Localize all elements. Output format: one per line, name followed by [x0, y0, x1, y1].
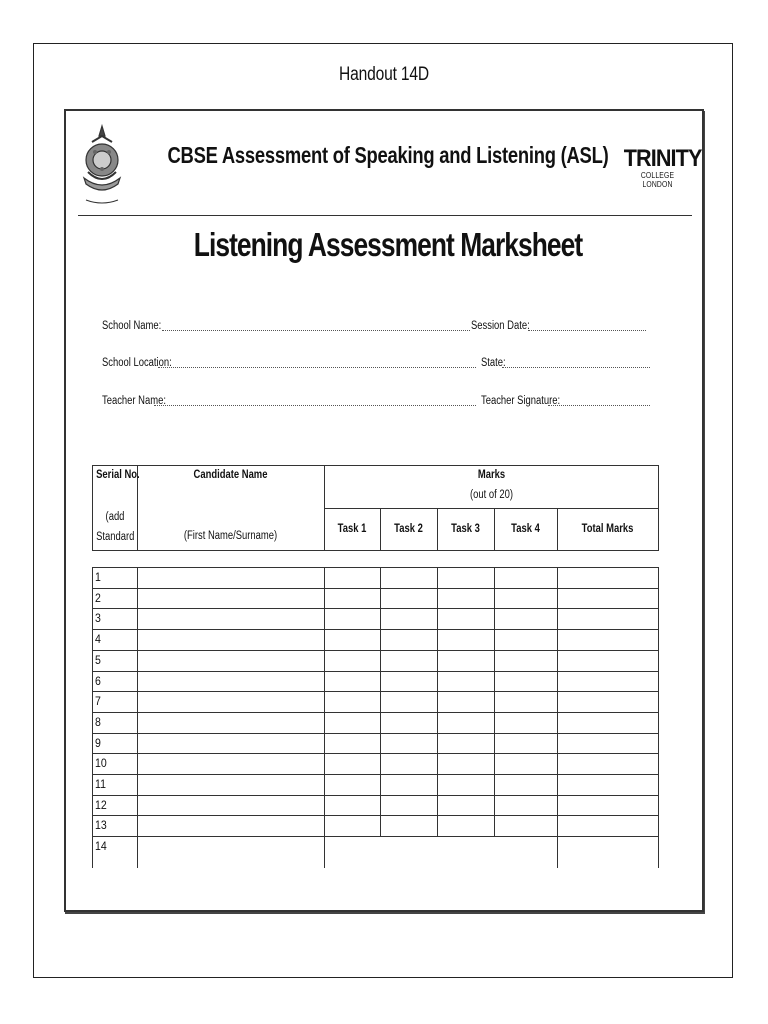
- table-row[interactable]: [92, 712, 658, 733]
- table-row[interactable]: [92, 629, 658, 650]
- serial-number: 2: [95, 590, 101, 605]
- table-rule: [380, 508, 381, 551]
- table-row[interactable]: [92, 815, 658, 836]
- serial-number: 13: [95, 818, 107, 833]
- serial-number: 3: [95, 611, 101, 626]
- candidate-name-subheader: (First Name/Surname): [183, 530, 278, 542]
- table-rule: [658, 567, 659, 868]
- serial-number: 1: [95, 570, 101, 584]
- trinity-logo-text: TRINITY: [623, 145, 702, 172]
- task2-header: Task 2: [394, 523, 423, 535]
- school-name-label: School Name:: [102, 320, 162, 332]
- table-rule: [92, 550, 659, 551]
- teacher-signature-field[interactable]: [548, 396, 650, 406]
- table-row[interactable]: [92, 608, 658, 629]
- state-label: State:: [481, 357, 506, 369]
- table-row[interactable]: [92, 671, 658, 692]
- marks-subheader: (out of 20): [470, 489, 513, 501]
- table-row[interactable]: [92, 795, 658, 816]
- candidate-name-header: Candidate Name: [193, 469, 268, 481]
- session-date-label: Session Date:: [471, 320, 530, 332]
- task4-header: Task 4: [511, 523, 540, 535]
- serial-number: 12: [95, 797, 107, 812]
- trinity-subtitle: COLLEGE LONDON: [640, 171, 675, 189]
- table-rule: [557, 508, 558, 551]
- table-rule: [324, 508, 659, 509]
- header-divider: [78, 215, 692, 216]
- serial-number: 14: [95, 839, 107, 854]
- serial-number: 5: [95, 652, 101, 667]
- serial-no-subheader: Standard: [96, 531, 135, 543]
- marks-header: Marks: [477, 469, 506, 481]
- table-row[interactable]: [92, 650, 658, 671]
- table-row[interactable]: [92, 691, 658, 712]
- table-row[interactable]: [92, 588, 658, 609]
- handout-title: Handout 14D: [338, 64, 430, 85]
- table-row[interactable]: [92, 774, 658, 795]
- table-row[interactable]: [92, 733, 658, 754]
- task1-header: Task 1: [337, 523, 367, 535]
- serial-no-header: Serial No.: [96, 469, 140, 481]
- serial-number: 10: [95, 756, 107, 771]
- task3-header: Task 3: [451, 523, 480, 535]
- serial-number: 8: [95, 714, 101, 729]
- table-rule: [92, 465, 93, 551]
- serial-number: 11: [95, 777, 106, 791]
- sheet-title: Listening Assessment Marksheet: [193, 226, 583, 263]
- school-name-field[interactable]: [162, 321, 470, 331]
- header-title: CBSE Assessment of Speaking and Listening (ASL): [167, 142, 609, 168]
- teacher-signature-label: Teacher Signature:: [481, 395, 561, 407]
- table-rule: [324, 465, 325, 551]
- serial-number: 7: [95, 694, 101, 709]
- total-marks-header: Total Marks: [581, 523, 634, 535]
- table-rule: [92, 465, 659, 466]
- table-rule: [658, 465, 659, 551]
- table-rule: [437, 508, 438, 551]
- trinity-logo: [620, 145, 702, 189]
- serial-number: 4: [95, 632, 101, 647]
- teacher-name-field[interactable]: [154, 396, 476, 406]
- table-rule: [494, 508, 495, 551]
- table-row[interactable]: [92, 753, 658, 774]
- serial-number: 9: [95, 735, 101, 750]
- serial-no-subheader: (add: [105, 511, 125, 523]
- table-row[interactable]: [92, 836, 658, 857]
- school-location-label: School Location:: [102, 357, 172, 369]
- teacher-name-label: Teacher Name:: [102, 395, 166, 407]
- session-date-field[interactable]: [528, 321, 646, 331]
- table-row[interactable]: [92, 567, 658, 588]
- state-field[interactable]: [502, 358, 650, 368]
- school-location-field[interactable]: [158, 358, 476, 368]
- serial-number: 6: [95, 673, 101, 688]
